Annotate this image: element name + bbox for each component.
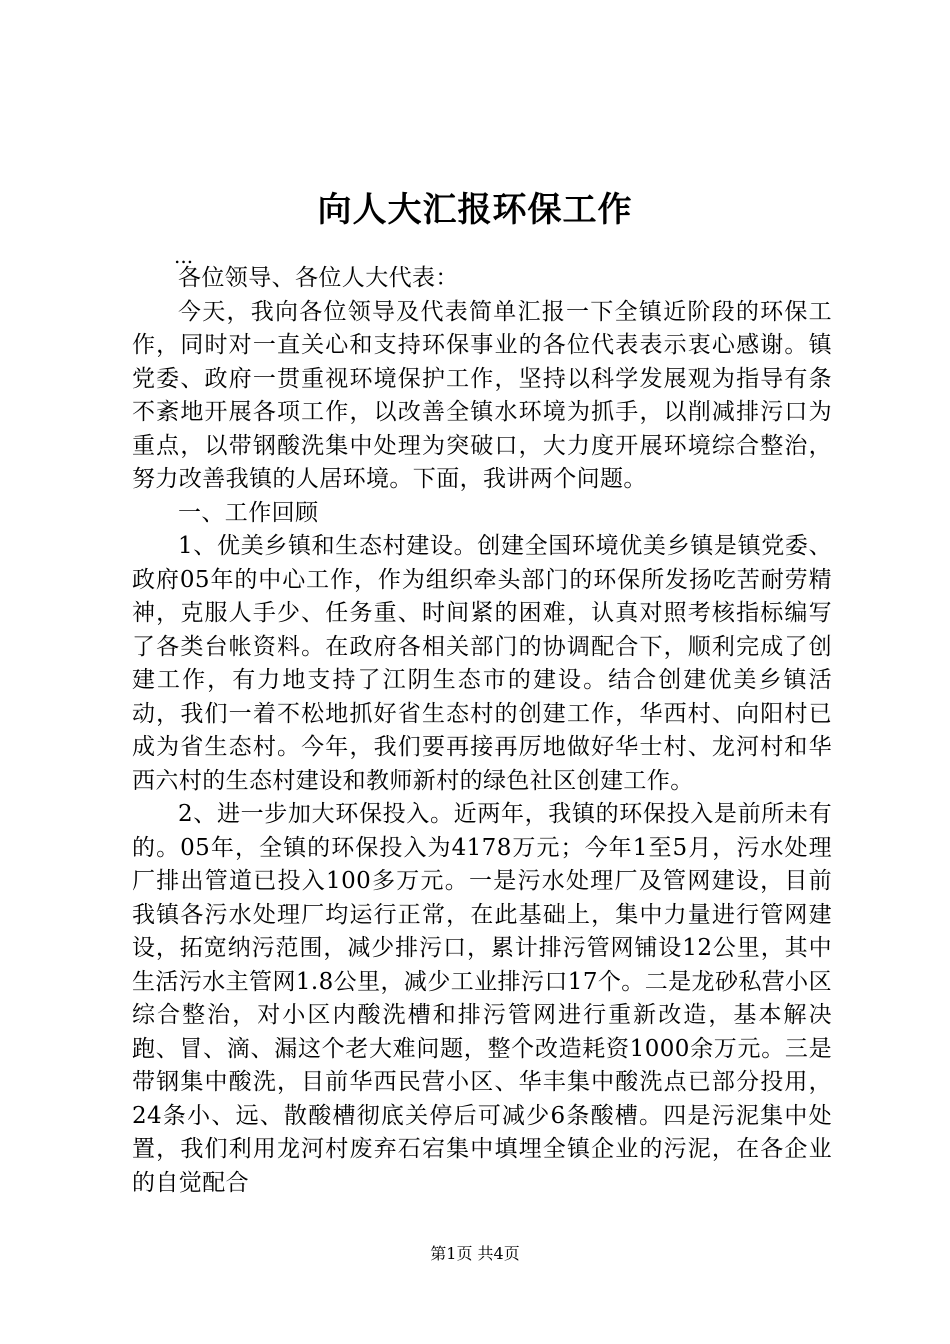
item-2-paragraph: 2、进一步加大环保投入。近两年，我镇的环保投入是前所未有的。05年，全镇的环保投入为4178万元；今年1至5月，污水处理厂排出管道已投入100多万元。一是污水处理厂及管网建设，目前我镇各污水处理厂均运行正常，在此基础上，集中力量进行管网建设，拓宽纳污范围，减少排污口，累计排污管网铺设12公里，其中生活污水主管网1.8公里，减少工业排污口17个。二是龙砂私营小区综合整治，对小区内酸洗槽和排污管网进行重新改造，基本解决跑、冒、滴、漏这个老大难问题，整个改造耗资1000余万元。三是带钢集中酸洗，目前华西民营小区、华丰集中酸洗点已部分投用，24条小、远、散酸槽彻底关停后可减少6条酸槽。四是污泥集中处置，我们利用龙河村废弃石宕集中填埋全镇企业的污泥，在各企业的自觉配合 bbox=[132, 801, 832, 1196]
section-heading: 一、工作回顾 bbox=[178, 499, 319, 526]
document-title: 向人大汇报环保工作 bbox=[317, 190, 633, 230]
document-body bbox=[132, 262, 832, 1200]
salutation-paragraph: 各位领导、各位人大代表： bbox=[178, 265, 459, 291]
ellipsis-text: ... bbox=[174, 244, 194, 268]
intro-paragraph: 今天，我向各位领导及代表简单汇报一下全镇近阶段的环保工作，同时对一直关心和支持环保事业的各位代表表示衷心感谢。镇党委、政府一贯重视环境保护工作，坚持以科学发展观为指导有条不紊地开展各项工作，以改善全镇水环境为抓手，以削减排污口为重点，以带钢酸洗集中处理为突破口，大力度开展环境综合整治，努力改善我镇的人居环境。下面，我讲两个问题。 bbox=[132, 298, 832, 492]
item-1-paragraph: 1、优美乡镇和生态村建设。创建全国环境优美乡镇是镇党委、政府05年的中心工作，作为组织牵头部门的环保所发扬吃苦耐劳精神，克服人手少、任务重、时间紧的困难，认真对照考核指标编写了各类台帐资料。在政府各相关部门的协调配合下，顺利完成了创建工作，有力地支持了江阴生态市的建设。结合创建优美乡镇活动，我们一着不松地抓好省生态村的创建工作，华西村、向阳村已成为省生态村。今年，我们要再接再厉地做好华士村、龙河村和华西六村的生态村建设和教师新村的绿色社区创建工作。 bbox=[132, 533, 832, 794]
page-footer: 第1页 共4页 bbox=[430, 1244, 520, 1263]
